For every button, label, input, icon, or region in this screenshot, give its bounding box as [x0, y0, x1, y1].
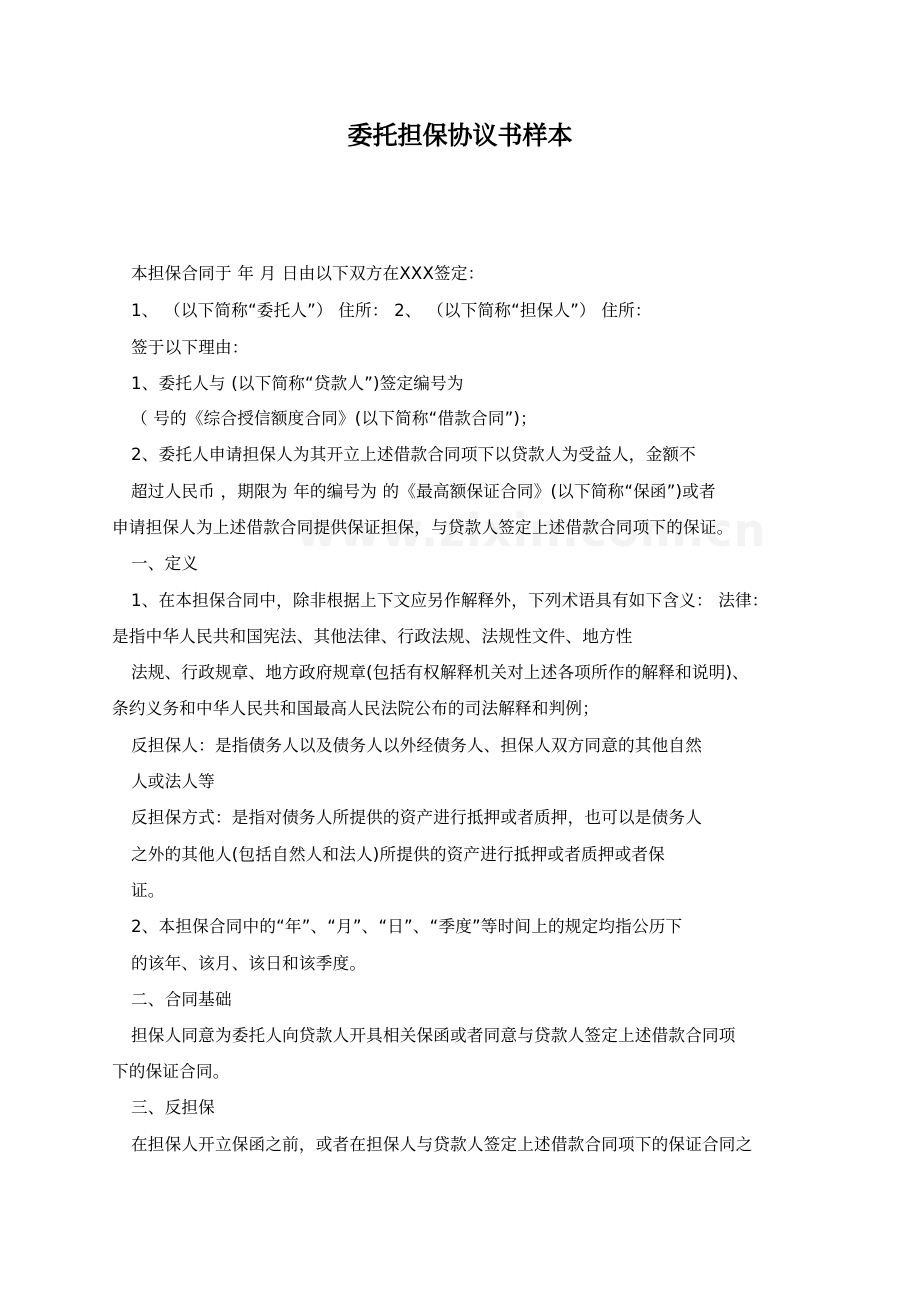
body-line: 证。 [131, 881, 165, 900]
document-title: 委托担保协议书样本 [347, 121, 573, 150]
body-line: 2、本担保合同中的“年”、“月”、“日”、“季度”等时间上的规定均指公历下 [131, 917, 683, 936]
body-line: 法规、行政规章、地方政府规章(包括有权解释机关对上述各项所作的解释和说明)、 [131, 663, 749, 682]
body-line: 超过人民币 ，期限为 年的编号为 的《最高额保证合同》(以下简称“保函”)或者 [131, 482, 716, 501]
body-line: 的该年、该月、该日和该季度。 [131, 954, 367, 973]
body-line: 2、委托人申请担保人为其开立上述借款合同项下以贷款人为受益人，金额不 [131, 445, 696, 464]
body-line: 反担保人：是指债务人以及债务人以外经债务人、担保人双方同意的其他自然 [131, 736, 702, 755]
body-line: 条约义务和中华人民共和国最高人民法院公布的司法解释和判例； [112, 699, 600, 718]
body-line: 签于以下理由： [131, 338, 249, 357]
watermark [296, 503, 626, 559]
body-line: 担保人同意为委托人向贷款人开具相关保函或者同意与贷款人签定上述借款合同项 [131, 1026, 736, 1045]
body-line: 本担保合同于 年 月 日由以下双方在XXX签定： [131, 264, 485, 283]
body-line: 是指中华人民共和国宪法、其他法律、行政法规、法规性文件、地方性 [112, 627, 633, 646]
body-line: 1、在本担保合同中，除非根据上下文应另作解释外，下列术语具有如下含义： 法律： [131, 591, 769, 610]
section-heading: 三、反担保 [131, 1098, 215, 1117]
body-line: 人或法人等 [131, 772, 215, 791]
body-line: 下的保证合同。 [112, 1062, 230, 1081]
body-line: 在担保人开立保函之前，或者在担保人与贷款人签定上述借款合同项下的保证合同之 [131, 1135, 753, 1154]
body-line: 反担保方式：是指对债务人所提供的资产进行抵押或者质押，也可以是债务人 [131, 808, 702, 827]
section-heading: 一、定义 [131, 554, 199, 573]
body-line: （ 号的《综合授信额度合同》(以下简称“借款合同”)； [131, 409, 537, 428]
body-line: 申请担保人为上述借款合同提供保证担保，与贷款人签定上述借款合同项下的保证。 [112, 518, 734, 537]
body-line: 之外的其他人(包括自然人和法人)所提供的资产进行抵押或者质押或者保 [131, 845, 665, 864]
section-heading: 二、合同基础 [131, 990, 232, 1009]
body-line: 1、委托人与 (以下简称“贷款人”)签定编号为 [131, 374, 464, 393]
body-line: 1、 （以下简称“委托人”） 住所： 2、 （以下简称“担保人”） 住所： [131, 301, 652, 320]
